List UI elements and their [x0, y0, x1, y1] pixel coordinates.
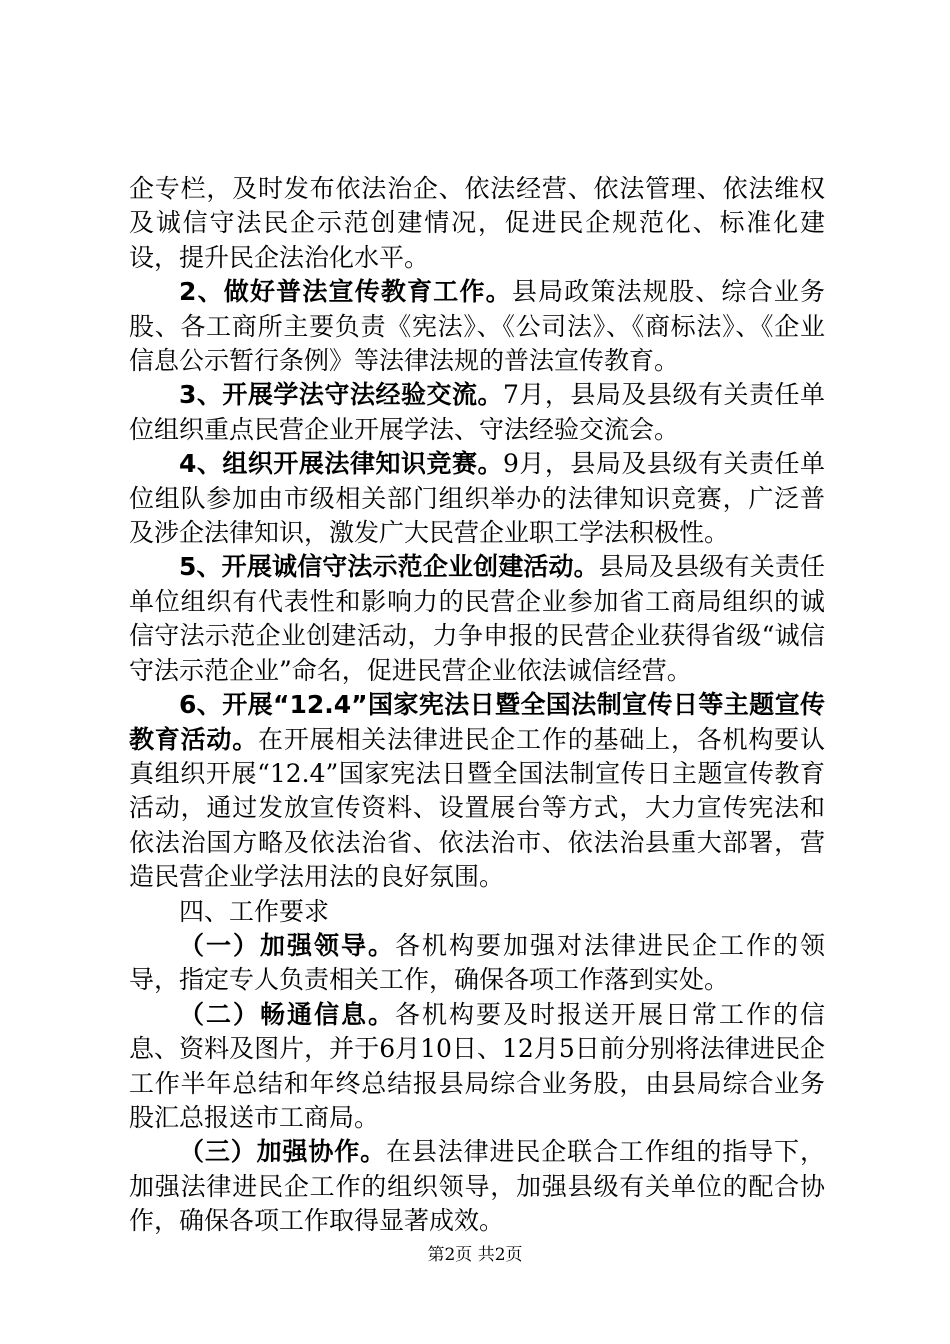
paragraph-heading: （一）加强领导。 — [179, 930, 395, 960]
paragraph-text: 9月，县局及县级有关责任单位组队参加由市级相关部门组织举办的法律知识竞赛，广泛普及涉企法律知识，激发广大民营企业职工学法积极性。 — [129, 449, 825, 548]
paragraph-text: 县局及县级有关责任单位组织有代表性和影响力的民营企业参加省工商局组织的诚信守法示范企业创建活动，力争申报的民营企业获得省级“诚信守法示范企业”命名，促进民营企业依法诚信经营。 — [129, 552, 825, 685]
paragraph-text: 各机构要加强对法律进民企工作的领导，指定专人负责相关工作，确保各项工作落到实处。 — [129, 930, 825, 995]
paragraph-8 — [129, 929, 825, 998]
paragraph-heading: 5、开展诚信守法示范企业创建活动。 — [179, 552, 599, 582]
section-heading-requirements — [129, 895, 825, 929]
paragraph-2 — [129, 275, 825, 378]
paragraph-6 — [129, 688, 825, 894]
paragraph-text: 在开展相关法律进民企工作的基础上，各机构要认真组织开展“12.4”国家宪法日暨全国法制宣传日主题宣传教育活动，通过发放宣传资料、设置展台等方式，大力宣传宪法和依法治国方略及依法治省、依法治市、依法治县重大部署，营造民营企业学法用法的良好氛围。 — [129, 724, 825, 892]
paragraph-5 — [129, 550, 825, 688]
paragraph-text: 企专栏，及时发布依法治企、依法经营、依法管理、依法维权及诚信守法民企示范创建情况，促进民企规范化、标准化建设，提升民企法治化水平。 — [129, 174, 825, 272]
paragraph-10 — [129, 1135, 825, 1238]
paragraph-heading: 4、组织开展法律知识竞赛。 — [179, 449, 503, 479]
paragraph-3 — [129, 378, 825, 447]
paragraph-heading: 3、开展学法守法经验交流。 — [179, 380, 503, 410]
paragraph-text: 在县法律进民企联合工作组的指导下，加强法律进民企工作的组织领导，加强县级有关单位的配合协作，确保各项工作取得显著成效。 — [129, 1137, 825, 1236]
paragraph-text: 各机构要及时报送开展日常工作的信息、资料及图片，并于6月10日、12月5日前分别将法律进民企工作半年总结和年终总结报县局综合业务股，由县局综合业务股汇总报送市工商局。 — [129, 999, 825, 1132]
paragraph-heading: 6、开展“12.4”国家宪法日暨全国法制宣传日等主题宣传教育活动。 — [129, 690, 825, 754]
paragraph-1 — [129, 172, 825, 275]
page-footer — [0, 1244, 950, 1266]
document-body — [129, 172, 825, 1239]
paragraph-heading: （三）加强协作。 — [179, 1137, 386, 1167]
section-title: 四、工作要求 — [179, 896, 330, 926]
paragraph-heading: （二）畅通信息。 — [179, 999, 395, 1029]
page-number: 第2页 共2页 — [427, 1245, 523, 1265]
paragraph-text: 7月，县局及县级有关责任单位组织重点民营企业开展学法、守法经验交流会。 — [129, 380, 825, 444]
paragraph-heading: 2、做好普法宣传教育工作。 — [179, 277, 512, 307]
paragraph-text: 县局政策法规股、综合业务股、各工商所主要负责《宪法》、《公司法》、《商标法》、《企业信息公示暂行条例》等法律法规的普法宣传教育。 — [129, 277, 825, 376]
paragraph-9 — [129, 998, 825, 1136]
paragraph-4 — [129, 447, 825, 550]
